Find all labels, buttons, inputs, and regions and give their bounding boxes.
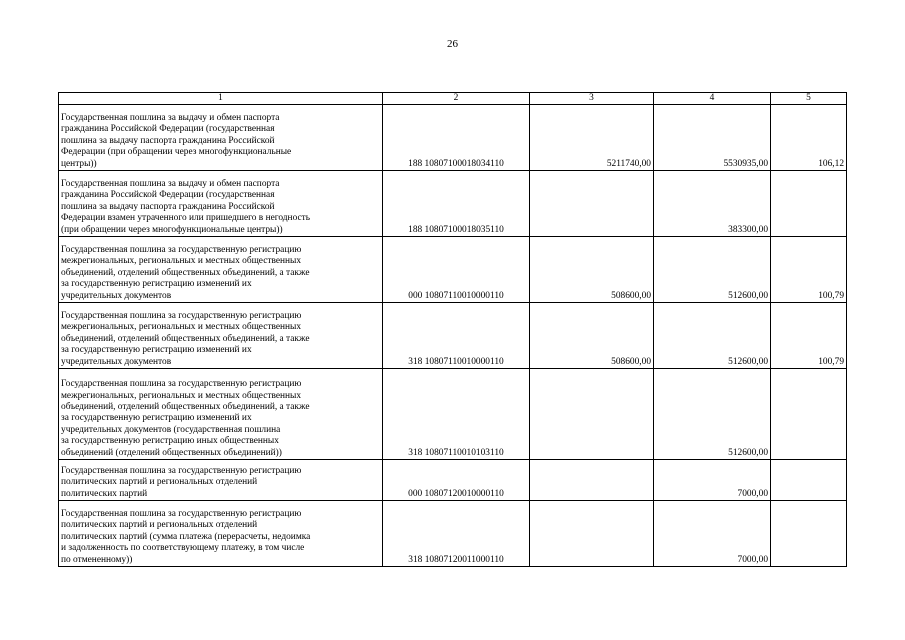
row-col5: 100,79 [771, 303, 847, 369]
row-name: Государственная пошлина за государственную регистрацию межрегиональных, региональных и местных общественных объединений, отделений общественных объединений, а также за государственную регистрацию изменений их учредительных документов (государственная пошлина за государственную регистрацию иных общественных объединений (отделений общественных объединений)) [59, 369, 383, 460]
row-col3 [530, 369, 654, 460]
column-header-1: 1 [59, 93, 383, 105]
row-col3 [530, 171, 654, 237]
row-col4: 512600,00 [654, 369, 771, 460]
column-header-4: 4 [654, 93, 771, 105]
table-row [59, 237, 847, 303]
row-col5 [771, 460, 847, 501]
row-col4: 383300,00 [654, 171, 771, 237]
table-row [59, 460, 847, 501]
row-name: Государственная пошлина за государственную регистрацию межрегиональных, региональных и местных общественных объединений, отделений общественных объединений, а также за государственную регистрацию изменений их учредительных документов [59, 237, 383, 303]
row-name: Государственная пошлина за государственную регистрацию межрегиональных, региональных и местных общественных объединений, отделений общественных объединений, а также за государственную регистрацию изменений их учредительных документов [59, 303, 383, 369]
row-col5 [771, 501, 847, 567]
row-code: 318 10807110010103110 [383, 369, 530, 460]
row-col5 [771, 171, 847, 237]
table-row [59, 501, 847, 567]
row-col4: 512600,00 [654, 303, 771, 369]
row-code: 000 10807110010000110 [383, 237, 530, 303]
column-header-2: 2 [383, 93, 530, 105]
row-col3 [530, 460, 654, 501]
budget-table [58, 92, 847, 567]
row-col4: 7000,00 [654, 501, 771, 567]
row-col3: 508600,00 [530, 303, 654, 369]
row-code: 318 10807120011000110 [383, 501, 530, 567]
row-col5: 106,12 [771, 105, 847, 171]
page-number: 26 [447, 38, 458, 50]
table-row [59, 369, 847, 460]
row-name: Государственная пошлина за выдачу и обмен паспорта гражданина Российской Федерации (государственная пошлина за выдачу паспорта гражданина Российской Федерации (при обращении через многофункциональные центры)) [59, 105, 383, 171]
row-code: 188 10807100018035110 [383, 171, 530, 237]
row-col4: 5530935,00 [654, 105, 771, 171]
row-col4: 512600,00 [654, 237, 771, 303]
column-header-3: 3 [530, 93, 654, 105]
row-col3 [530, 501, 654, 567]
row-code: 318 10807110010000110 [383, 303, 530, 369]
row-name: Государственная пошлина за государственную регистрацию политических партий и региональных отделений политических партий (сумма платежа (перерасчеты, недоимка и задолженность по соответствующему платежу, в том числе по отмененному)) [59, 501, 383, 567]
column-header-5: 5 [771, 93, 847, 105]
row-name: Государственная пошлина за государственную регистрацию политических партий и региональных отделений политических партий [59, 460, 383, 501]
table-header-row [59, 93, 847, 105]
row-name: Государственная пошлина за выдачу и обмен паспорта гражданина Российской Федерации (государственная пошлина за выдачу паспорта гражданина Российской Федерации взамен утраченного или пришедшего в негодность (при обращении через многофункциональные центры)) [59, 171, 383, 237]
row-code: 188 10807100018034110 [383, 105, 530, 171]
row-col3: 5211740,00 [530, 105, 654, 171]
row-col5 [771, 369, 847, 460]
row-col3: 508600,00 [530, 237, 654, 303]
table-row [59, 171, 847, 237]
table-row [59, 105, 847, 171]
table-row [59, 303, 847, 369]
row-col5: 100,79 [771, 237, 847, 303]
row-code: 000 10807120010000110 [383, 460, 530, 501]
row-col4: 7000,00 [654, 460, 771, 501]
